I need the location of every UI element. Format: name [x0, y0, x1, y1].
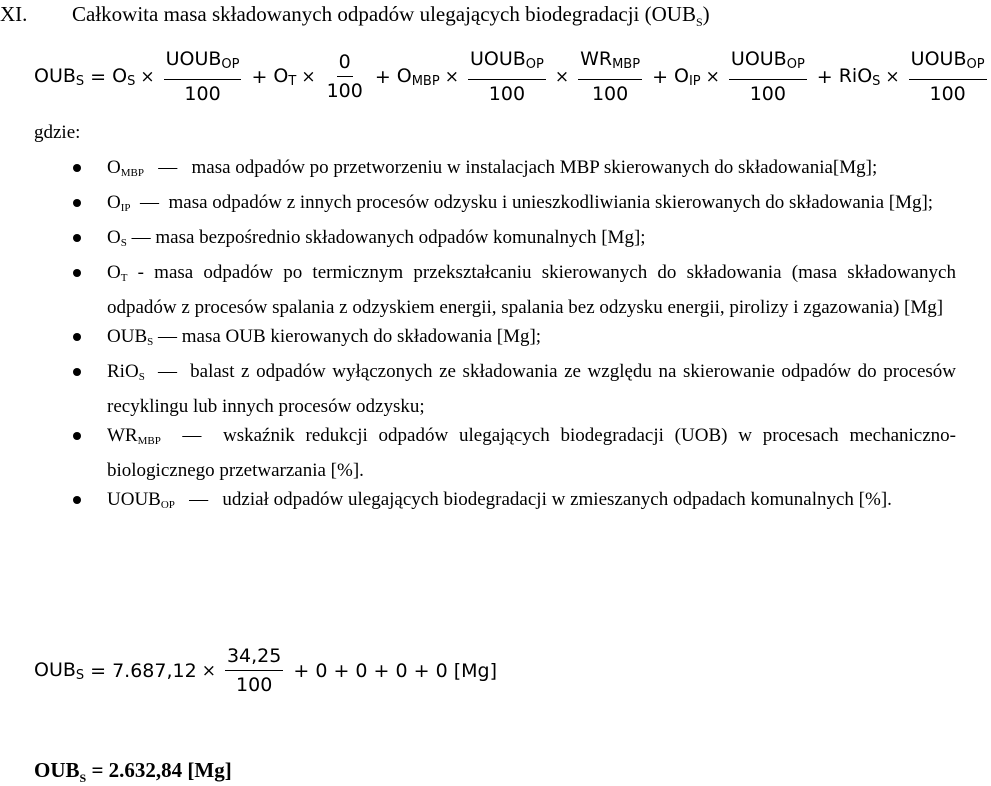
result-value: 2.632,84 [Mg]: [108, 758, 232, 782]
section-title: Całkowita masa składowanych odpadów ulegających biodegradacji (OUB: [72, 2, 696, 26]
calc-lhs: $OUB_S$: [34, 658, 85, 683]
bullet-icon: [73, 164, 81, 172]
formula-term-oip: $O_{IP}$: [674, 64, 701, 89]
bullet-icon: [73, 432, 81, 440]
bullet-icon: [73, 333, 81, 341]
calc-fraction: $\frac{34,25}{100}$: [226, 645, 282, 696]
result-line: $OUB_S = 2.632,84$ [Mg]: [34, 758, 232, 786]
formula-term-ombp: $O_{MBP}$: [396, 64, 440, 89]
main-formula: $OUB_S$ = $O_S$ × $\frac{UOUB_{OP}}{100}$ + $O_T$ × $\frac{0}{100}$ + $O_{MBP}$ × $\frac{UOUB_{OP}}{100}$ × $\frac{WR_{MBP}}{100}$ + $O_{IP}$ × $\frac{UOUB_{OP}}{100}$ + RiO$_S$ × $\frac{UOUB_{OP}}{100}$: [34, 48, 985, 105]
formula-fraction: $\frac{UOUB_{OP}}{100}$: [469, 48, 544, 105]
list-item: $O_{MBP}$ — masa odpadów po przetworzeniu w instalacjach MBP skierowanych do składowania[Mg];: [0, 153, 960, 188]
list-item: $OUB_S$ — masa OUB kierowanych do składowania [Mg];: [0, 322, 960, 357]
definitions-list: [0, 153, 960, 520]
section-heading: XI. Całkowita masa składowanych odpadów ulegających biodegradacji $(OUB_S)$: [0, 2, 710, 30]
bullet-icon: [73, 199, 81, 207]
bullet-icon: [73, 269, 81, 277]
formula-fraction: $\frac{UOUB_{OP}}{100}$: [165, 48, 240, 105]
list-item: RiO$_S$ — balast z odpadów wyłączonych ze składowania ze względu na skierowanie odpadów do procesów recyklingu lub innych procesów odzysku;: [0, 357, 960, 421]
list-item: $WR_{MBP}$ — wskaźnik redukcji odpadów ulegających biodegradacji (UOB) w procesach mechaniczno-biologicznego przetwarzania [%].: [0, 421, 960, 485]
where-label: gdzie:: [34, 122, 81, 143]
list-item: $UOUB_{OP}$ — udział odpadów ulegających biodegradacji w zmieszanych odpadach komunalnych [%].: [0, 485, 960, 520]
section-number: XI.: [0, 2, 28, 26]
list-item: $O_T$ - masa odpadów po termicznym przekształcaniu skierowanych do składowania (masa składowanych odpadów z procesów spalania z odzyskiem energii, spalania bez odzysku energii, pirolizy i zgazowania) [Mg]: [0, 258, 960, 322]
calc-value: 7.687,12: [112, 659, 197, 682]
formula-fraction: $\frac{UOUB_{OP}}{100}$: [910, 48, 985, 105]
calculation-formula: $OUB_S$ = 7.687,12 × $\frac{34,25}{100}$ + 0 + 0 + 0 + 0 [Mg]: [34, 645, 497, 696]
bullet-icon: [73, 368, 81, 376]
bullet-icon: [73, 234, 81, 242]
formula-fraction: $\frac{UOUB_{OP}}{100}$: [730, 48, 805, 105]
formula-lhs: $OUB_S$: [34, 64, 85, 89]
section-title-sub: S: [695, 15, 703, 30]
formula-term-ot: $O_T$: [273, 64, 297, 89]
bullet-icon: [73, 496, 81, 504]
formula-fraction: $\frac{WR_{MBP}}{100}$: [580, 48, 641, 105]
formula-term-os: $O_S$: [112, 64, 136, 89]
formula-fraction: $\frac{0}{100}$: [326, 51, 363, 102]
list-item: $O_{IP}$ — masa odpadów z innych procesów odzysku i unieszkodliwiania skierowanych do składowania [Mg];: [0, 188, 960, 223]
formula-term-rios: RiO$_S$: [838, 64, 881, 89]
list-item: $O_S$ — masa bezpośrednio składowanych odpadów komunalnych [Mg];: [0, 223, 960, 258]
calc-rest: + 0 + 0 + 0 + 0 [Mg]: [293, 659, 497, 682]
